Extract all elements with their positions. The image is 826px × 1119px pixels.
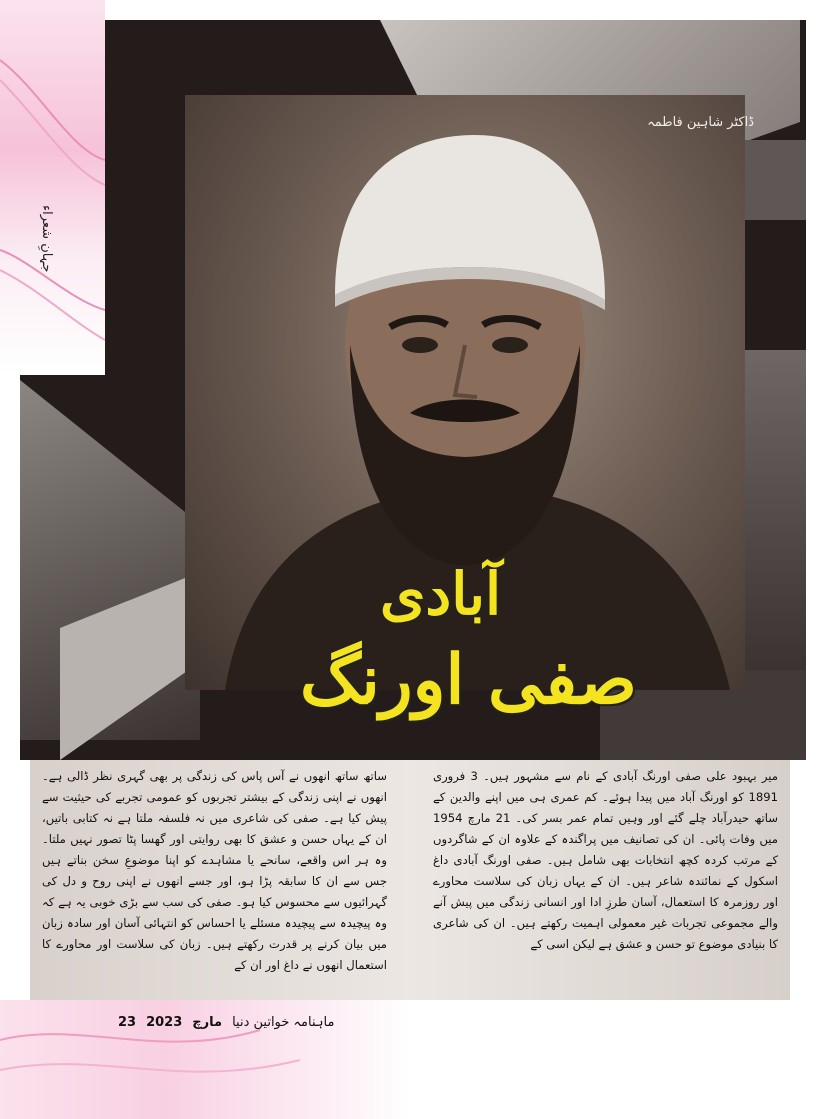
issue-month: مارچ — [192, 1015, 223, 1030]
article-body — [30, 760, 790, 1005]
paragraph: میر بہبود علی صفی اورنگ آبادی کے نام سے مشہور ہیں۔ 3 فروری 1891 کو اورنگ آباد میں پیدا ہوئے۔ کم عمری ہی میں اپنے والدین کے ساتھ حیدرآباد چلے گئے اور وہیں تمام عمر بسر کی۔ 21 مارچ 1954 میں وفات پائی۔ ان کی تصانیف میں پراگندہ کے علاوہ ان کے شاگردوں کے مرتب کردہ کچھ انتخابات بھی شامل ہیں۔ صفی اورنگ آبادی داغ اسکول کے نمائندہ شاعر ہیں۔ ان کے یہاں زبان کی سلاست محاورے اور روزمرہ کا استعمال، آسان طرزِ ادا اور انسانی زندگی میں پیش آنے والے مجموعی تجربات غیر معمولی اہمیت رکھتے ہیں۔ ان کی شاعری کا بنیادی موضوع تو حسن و عشق ہے لیکن اسی کے — [433, 769, 778, 951]
magazine-name: ماہنامہ خواتین دنیا — [232, 1015, 335, 1030]
headline-line2: آبادی — [380, 560, 502, 628]
page-footer — [118, 1015, 334, 1030]
article-column-left — [42, 766, 387, 976]
decorative-pink-strip — [0, 0, 105, 375]
article-column-right — [433, 766, 778, 955]
section-label: جہانِ شعراء — [39, 205, 54, 273]
issue-year: 2023 — [146, 1015, 183, 1030]
author-name: ڈاکٹر شاہین فاطمہ — [647, 115, 754, 130]
paragraph: ساتھ ساتھ انھوں نے آس پاس کی زندگی پر بھی گہری نظر ڈالی ہے۔ انھوں نے اپنی زندگی کے بیشتر تجربوں کو عمومی تجربے کی حیثیت سے پیش کیا ہے۔ صفی کی شاعری میں نہ فلسفہ ملتا ہے نہ کتابی باتیں، ان کے یہاں حسن و عشق کا بھی روایتی اور گھسا پٹا تصور نہیں ملتا۔ وہ ہر اس واقعے، سانحے یا مشاہدے کو اپنا موضوعِ سخن بناتے ہیں جس سے ان کا سابقہ پڑا ہو، اور جسے انھوں نے اپنی روح و دل کی گہرائیوں سے محسوس کیا ہو۔ صفی کی سب سے بڑی خوبی یہ ہے کہ وہ پیچیدہ سے پیچیدہ مسئلے یا احساس کو انتہائی آسان اور سادہ زبان میں بیان کرنے پر قدرت رکھتے ہیں۔ زبان کی سلاست اور محاورے کا استعمال انھوں نے داغ اور ان کے — [42, 769, 387, 972]
headline-line1: صفی اورنگ — [300, 640, 637, 720]
page-number: 23 — [118, 1015, 137, 1030]
